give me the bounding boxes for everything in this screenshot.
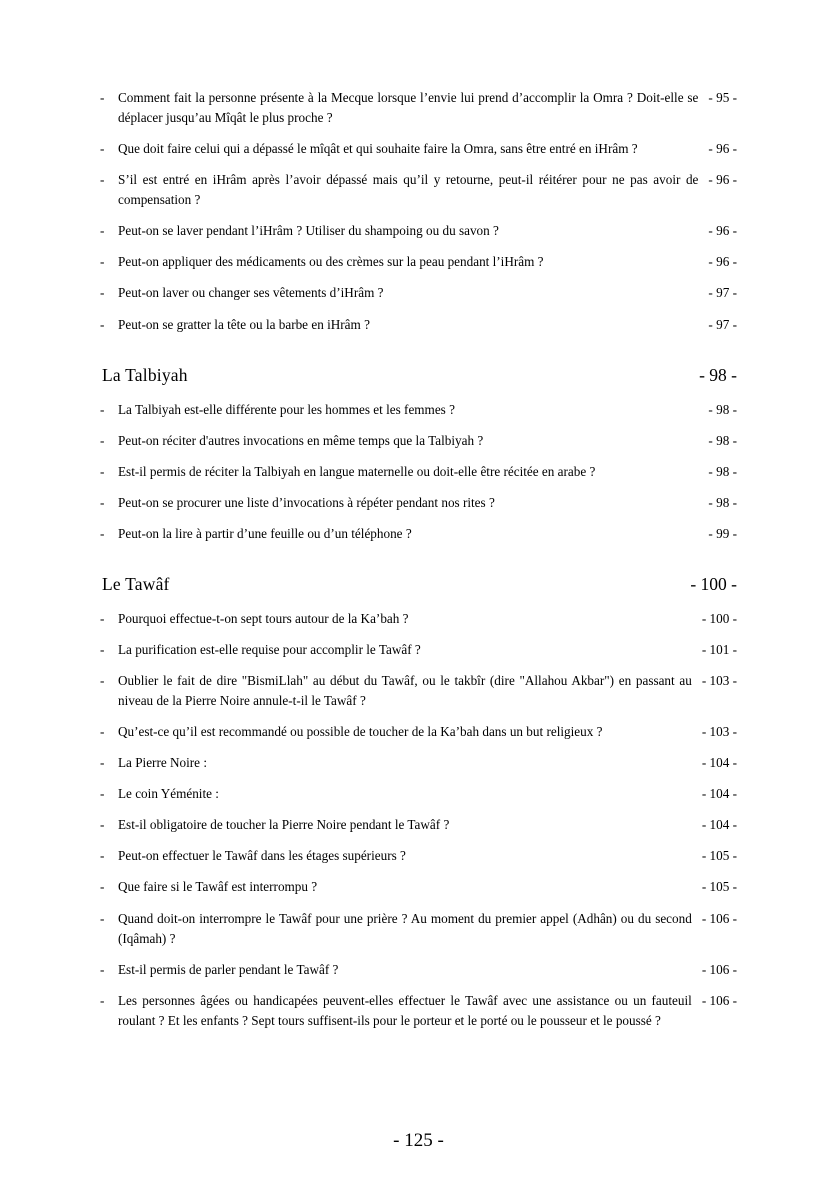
toc-entry[interactable] (100, 784, 737, 804)
entry-page-number: - 96 - (708, 172, 737, 188)
toc-section-heading[interactable] (100, 365, 737, 386)
entry-title: Peut-on laver ou changer ses vêtements d’iHrâm ? (118, 285, 384, 301)
entry-bullet-dash: - (100, 432, 105, 448)
entry-title: Le coin Yéménite : (118, 786, 219, 802)
toc-entry[interactable] (100, 877, 737, 897)
entry-bullet-dash: - (100, 673, 105, 688)
entry-title: Peut-on réciter d'autres invocations en même temps que la Talbiyah ? (118, 432, 484, 448)
toc-entry[interactable] (100, 991, 737, 1031)
entry-page-number: - 105 - (701, 879, 737, 895)
entry-title: Que doit faire celui qui a dépassé le mîqât et qui souhaite faire la Omra, sans être entré en iHrâm ? (118, 141, 638, 157)
entry-bullet-dash: - (100, 90, 105, 105)
entry-bullet-dash: - (100, 172, 105, 188)
entry-title: Oublier le fait de dire "BismiLlah" au début du Tawâf, ou le takbîr (dire "Allahou Akbar") en passant au niveau de la Pierre Noire annule-t-il le Tawâf ? (118, 673, 692, 709)
entry-page-number: - 97 - (708, 316, 737, 332)
toc-entry[interactable] (100, 139, 737, 159)
toc-entry[interactable] (100, 753, 737, 773)
entry-title: Peut-on se gratter la tête ou la barbe en iHrâm ? (118, 316, 370, 332)
entry-bullet-dash: - (100, 494, 105, 510)
entry-title: Peut-on effectuer le Tawâf dans les étages supérieurs ? (118, 848, 406, 864)
entry-title: Quand doit-on interrompre le Tawâf pour une prière ? Au moment du premier appel (Adhân) ou du second (Iqâmah) ? (118, 910, 692, 946)
entry-bullet-dash: - (100, 879, 105, 895)
toc-entry[interactable] (100, 283, 737, 303)
entry-page-number: - 105 - (701, 848, 737, 864)
entry-bullet-dash: - (100, 223, 105, 239)
entry-title: S’il est entré en iHrâm après l’avoir dépassé mais qu’il y retourne, peut-il réitérer pour ne pas avoir de compensation ? (118, 172, 699, 208)
entry-bullet-dash: - (100, 848, 105, 864)
entry-title: Pourquoi effectue-t-on sept tours autour de la Ka’bah ? (118, 610, 409, 626)
entry-page-number: - 97 - (708, 285, 737, 301)
toc-entry[interactable] (100, 960, 737, 980)
section-title: La Talbiyah (102, 364, 188, 385)
entry-page-number: - 96 - (708, 254, 737, 270)
entry-page-number: - 99 - (708, 525, 737, 541)
entry-page-number: - 106 - (701, 910, 737, 926)
toc-entry[interactable] (100, 815, 737, 835)
toc-entry[interactable] (100, 671, 737, 711)
entry-page-number: - 95 - (708, 90, 737, 105)
toc-entry[interactable] (100, 88, 737, 128)
entry-page-number: - 104 - (701, 817, 737, 833)
entry-bullet-dash: - (100, 817, 105, 833)
toc-entry[interactable] (100, 170, 737, 210)
entry-page-number: - 104 - (701, 786, 737, 802)
toc-entry[interactable] (100, 400, 737, 420)
entry-page-number: - 103 - (701, 673, 737, 688)
entry-page-number: - 98 - (708, 494, 737, 510)
entry-bullet-dash: - (100, 786, 105, 802)
entry-page-number: - 104 - (701, 755, 737, 771)
entry-page-number: - 103 - (701, 724, 737, 740)
entry-title: Comment fait la personne présente à la Mecque lorsque l’envie lui prend d’accomplir la Omra ? Doit-elle se déplacer jusqu’au Mîqât le plus proche ? (118, 90, 699, 126)
entry-bullet-dash: - (100, 992, 105, 1008)
entry-bullet-dash: - (100, 724, 105, 740)
entry-bullet-dash: - (100, 316, 105, 332)
toc-entry[interactable] (100, 315, 737, 335)
toc-entry[interactable] (100, 493, 737, 513)
entry-bullet-dash: - (100, 254, 105, 270)
page-folio: - 125 - (393, 1130, 444, 1151)
toc-entry-group (100, 609, 737, 1031)
entry-bullet-dash: - (100, 755, 105, 771)
table-of-contents (100, 88, 737, 1031)
entry-bullet-dash: - (100, 961, 105, 977)
entry-page-number: - 101 - (701, 641, 737, 657)
entry-bullet-dash: - (100, 525, 105, 541)
entry-title: Que faire si le Tawâf est interrompu ? (118, 879, 318, 895)
entry-title: Peut-on se procurer une liste d’invocations à répéter pendant nos rites ? (118, 494, 495, 510)
entry-page-number: - 98 - (708, 401, 737, 417)
entry-page-number: - 98 - (708, 463, 737, 479)
entry-bullet-dash: - (100, 641, 105, 657)
toc-entry[interactable] (100, 640, 737, 660)
entry-bullet-dash: - (100, 910, 105, 926)
entry-title: La purification est-elle requise pour accomplir le Tawâf ? (118, 641, 421, 657)
section-page-number: - 100 - (690, 573, 737, 594)
entry-bullet-dash: - (100, 401, 105, 417)
entry-title: Est-il obligatoire de toucher la Pierre Noire pendant le Tawâf ? (118, 817, 450, 833)
entry-title: La Pierre Noire : (118, 755, 207, 771)
entry-title: Est-il permis de réciter la Talbiyah en langue maternelle ou doit-elle être récitée en arabe ? (118, 463, 596, 479)
toc-entry[interactable] (100, 431, 737, 451)
toc-entry[interactable] (100, 524, 737, 544)
toc-entry[interactable] (100, 609, 737, 629)
entry-bullet-dash: - (100, 463, 105, 479)
section-page-number: - 98 - (699, 364, 737, 385)
entry-page-number: - 96 - (708, 141, 737, 157)
entry-title: Peut-on la lire à partir d’une feuille ou d’un téléphone ? (118, 525, 412, 541)
entry-bullet-dash: - (100, 610, 105, 626)
entry-title: Est-il permis de parler pendant le Tawâf ? (118, 961, 339, 977)
toc-section-heading[interactable] (100, 574, 737, 595)
entry-bullet-dash: - (100, 285, 105, 301)
toc-entry[interactable] (100, 252, 737, 272)
toc-entry[interactable] (100, 722, 737, 742)
toc-entry[interactable] (100, 462, 737, 482)
toc-entry-group (100, 88, 737, 335)
entry-page-number: - 98 - (708, 432, 737, 448)
entry-page-number: - 96 - (708, 223, 737, 239)
entry-title: Peut-on se laver pendant l’iHrâm ? Utiliser du shampoing ou du savon ? (118, 223, 499, 239)
section-title: Le Tawâf (102, 573, 170, 594)
entry-page-number: - 106 - (701, 961, 737, 977)
entry-title: La Talbiyah est-elle différente pour les hommes et les femmes ? (118, 401, 455, 417)
toc-entry[interactable] (100, 221, 737, 241)
entry-title: Les personnes âgées ou handicapées peuvent-elles effectuer le Tawâf avec une assistance ou un fauteuil roulant ? Et les enfants ? Sept tours suffisent-ils pour le porteur et le porté ou le pousseur et le poussé ? (118, 992, 692, 1028)
entry-page-number: - 106 - (701, 992, 737, 1008)
entry-title: Qu’est-ce qu’il est recommandé ou possible de toucher de la Ka’bah dans un but religieux ? (118, 724, 603, 740)
toc-entry[interactable] (100, 846, 737, 866)
entry-page-number: - 100 - (701, 610, 737, 626)
toc-entry-group (100, 400, 737, 544)
entry-bullet-dash: - (100, 141, 105, 157)
entry-title: Peut-on appliquer des médicaments ou des crèmes sur la peau pendant l’iHrâm ? (118, 254, 544, 270)
toc-entry[interactable] (100, 909, 737, 949)
